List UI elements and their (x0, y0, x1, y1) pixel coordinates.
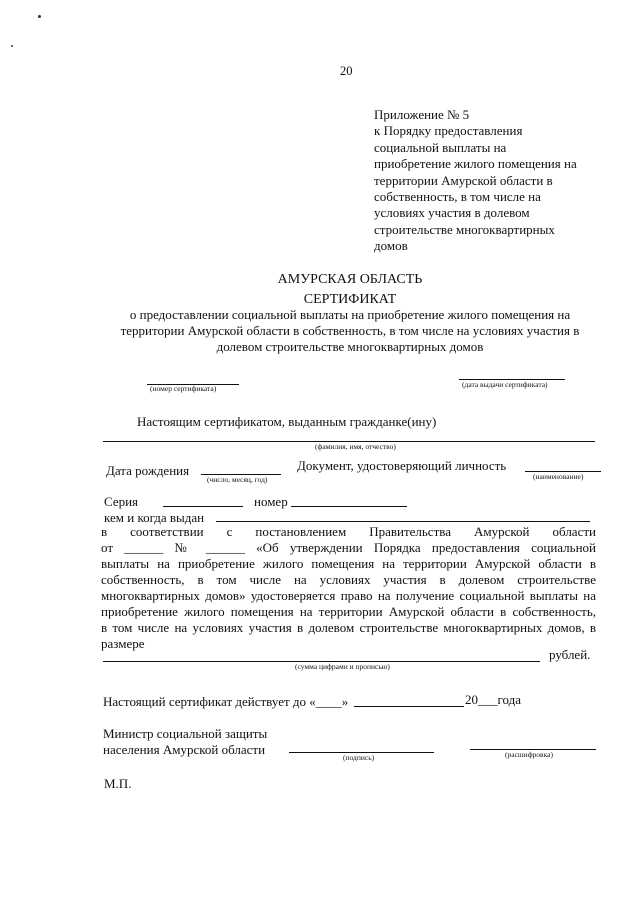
paragraph-line: собственность, в том числе на условиях участия в долевом строительстве (101, 572, 596, 587)
certificate-title: СЕРТИФИКАТ (303, 292, 397, 307)
scan-speck (38, 15, 41, 18)
series-line (163, 506, 243, 507)
decryption-caption: (расшифровка) (505, 750, 553, 759)
subtitle-line: территории Амурской области в собственность, в том числе на условиях участия в (120, 323, 580, 338)
annex-line: социальной выплаты на (374, 139, 507, 155)
amount-caption: (сумма цифрами и прописью) (295, 662, 390, 671)
number-label: номер (254, 494, 288, 509)
paragraph-line: в том числе на условиях участия в долевом строительстве многоквартирных домов, в (101, 620, 596, 635)
issued-by-label: кем и когда выдан (104, 510, 205, 525)
annex-block (374, 107, 577, 255)
amount-label: размере (101, 636, 145, 651)
annex-line: собственность, в том числе на (374, 189, 541, 205)
paragraph-line: от ______ № ______ «Об утверждении Порядка предоставления социальной (101, 540, 596, 555)
subtitle-line: о предоставлении социальной выплаты на приобретение жилого помещения на (129, 307, 571, 322)
dob-caption: (число, месяц, год) (207, 475, 268, 484)
full-name-caption: (фамилия, имя, отчество) (315, 442, 396, 451)
intro-text: Настоящим сертификатом, выданным гражданке(ину) (137, 414, 437, 429)
dob-label: Дата рождения (106, 463, 190, 478)
series-label: Серия (104, 494, 139, 509)
doc-name-caption: (наименование) (533, 472, 584, 481)
region-heading: АМУРСКАЯ ОБЛАСТЬ (277, 272, 423, 287)
subtitle-line: долевом строительстве многоквартирных домов (216, 339, 484, 354)
signature-caption: (подпись) (343, 753, 375, 762)
valid-month-line (354, 706, 464, 707)
annex-line: условиях участия в долевом (374, 205, 530, 221)
issued-by-line (216, 521, 590, 522)
paragraph-line: выплаты на приобретение жилого помещения на территории Амурской области в (101, 556, 596, 571)
stamp-place: М.П. (104, 776, 132, 791)
annex-line: домов (374, 238, 408, 254)
page-number: 20 (340, 64, 353, 78)
number-line (291, 506, 407, 507)
minister-title-line: населения Амурской области (103, 742, 266, 757)
annex-line: приобретение жилого помещения на (374, 156, 577, 172)
paragraph-line: многоквартирных домов» удостоверяется право на получение социальной выплаты на (101, 588, 596, 603)
paragraph-line: приобретение жилого помещения на территории Амурской области в собственность, (101, 604, 596, 619)
cert-number-caption: (номер сертификата) (150, 384, 217, 393)
annex-line: Приложение № 5 (374, 107, 470, 122)
annex-line: строительстве многоквартирных (374, 221, 555, 237)
minister-title-line: Министр социальной защиты (103, 726, 268, 741)
id-doc-label: Документ, удостоверяющий личность (297, 458, 507, 473)
scan-speck (11, 45, 13, 47)
valid-until-text: Настоящий сертификат действует до «____» (103, 694, 349, 709)
paragraph-line: в соответствии с постановлением Правительства Амурской области (101, 524, 596, 539)
valid-year-text: 20___года (465, 692, 522, 707)
issue-date-caption: (дата выдачи сертификата) (462, 380, 548, 389)
annex-line: территории Амурской области в (374, 172, 553, 188)
currency-label: рублей. (549, 647, 591, 662)
annex-line: к Порядку предоставления (374, 123, 523, 139)
